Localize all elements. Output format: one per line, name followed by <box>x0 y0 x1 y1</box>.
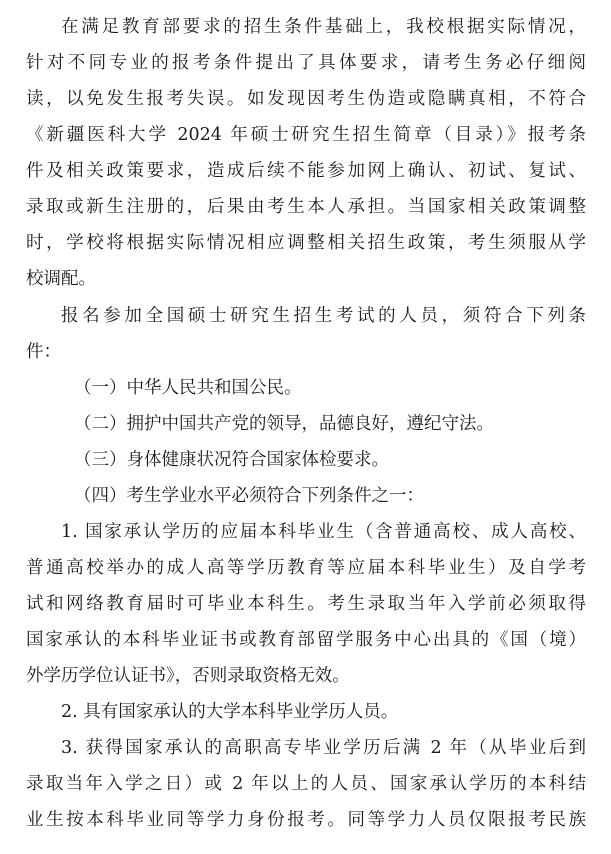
subitem-3-line-2: 录取当年入学之日）或 2 年以上的人员、国家承认学历的本科结 <box>26 774 586 794</box>
subitem-1-line-4: 国家承认的本科毕业证书或教育部留学服务中心出具的《国（境） <box>26 630 586 650</box>
paragraph-1-line-1: 在满足教育部要求的招生条件基础上，我校根据实际情况， <box>61 17 586 37</box>
paragraph-1-line-3: 读，以免发生报考失误。如发现因考生伪造或隐瞒真相，不符合 <box>26 89 586 109</box>
condition-item-3: （三）身体健康状况符合国家体检要求。 <box>74 450 389 470</box>
subitem-1-line-3: 试和网络教育届时可毕业本科生。考生录取当年入学前必须取得 <box>26 594 586 614</box>
subitem-1-line-5: 外学历学位认证书》，否则录取资格无效。 <box>26 666 350 686</box>
paragraph-1-line-8: 校调配。 <box>26 269 96 289</box>
paragraph-2-line-1: 报名参加全国硕士研究生招生考试的人员，须符合下列条 <box>61 306 586 326</box>
condition-item-2: （二）拥护中国共产党的领导，品德良好，遵纪守法。 <box>74 414 494 434</box>
paragraph-1-line-2: 针对不同专业的报考条件提出了具体要求，请考生务必仔细阅 <box>26 53 586 73</box>
subitem-3-line-3: 业生按本科毕业同等学力身份报考。同等学力人员仅限报考民族 <box>26 810 586 830</box>
paragraph-1-line-5: 件及相关政策要求，造成后续不能参加网上确认、初试、复试、 <box>26 161 586 181</box>
subitem-2: 2. 具有国家承认的大学本科毕业学历人员。 <box>61 702 399 722</box>
condition-item-1: （一）中华人民共和国公民。 <box>74 378 302 398</box>
paragraph-1-line-6: 录取或新生注册的，后果由考生本人承担。当国家相关政策调整 <box>26 197 586 217</box>
paragraph-2-line-2: 件： <box>26 342 61 362</box>
subitem-1-line-1: 1. 国家承认学历的应届本科毕业生（含普通高校、成人高校、 <box>61 522 586 542</box>
subitem-1-line-2: 普通高校举办的成人高等学历教育等应届本科毕业生）及自学考 <box>26 558 586 578</box>
paragraph-1-line-7: 时，学校将根据实际情况相应调整相关招生政策，考生须服从学 <box>26 233 586 253</box>
paragraph-1-line-4: 《新疆医科大学 2024 年硕士研究生招生简章（目录）》报考条 <box>26 125 586 145</box>
condition-item-4: （四）考生学业水平必须符合下列条件之一： <box>74 486 424 506</box>
subitem-3-line-1: 3. 获得国家承认的高职高专毕业学历后满 2 年（从毕业后到 <box>61 738 586 758</box>
